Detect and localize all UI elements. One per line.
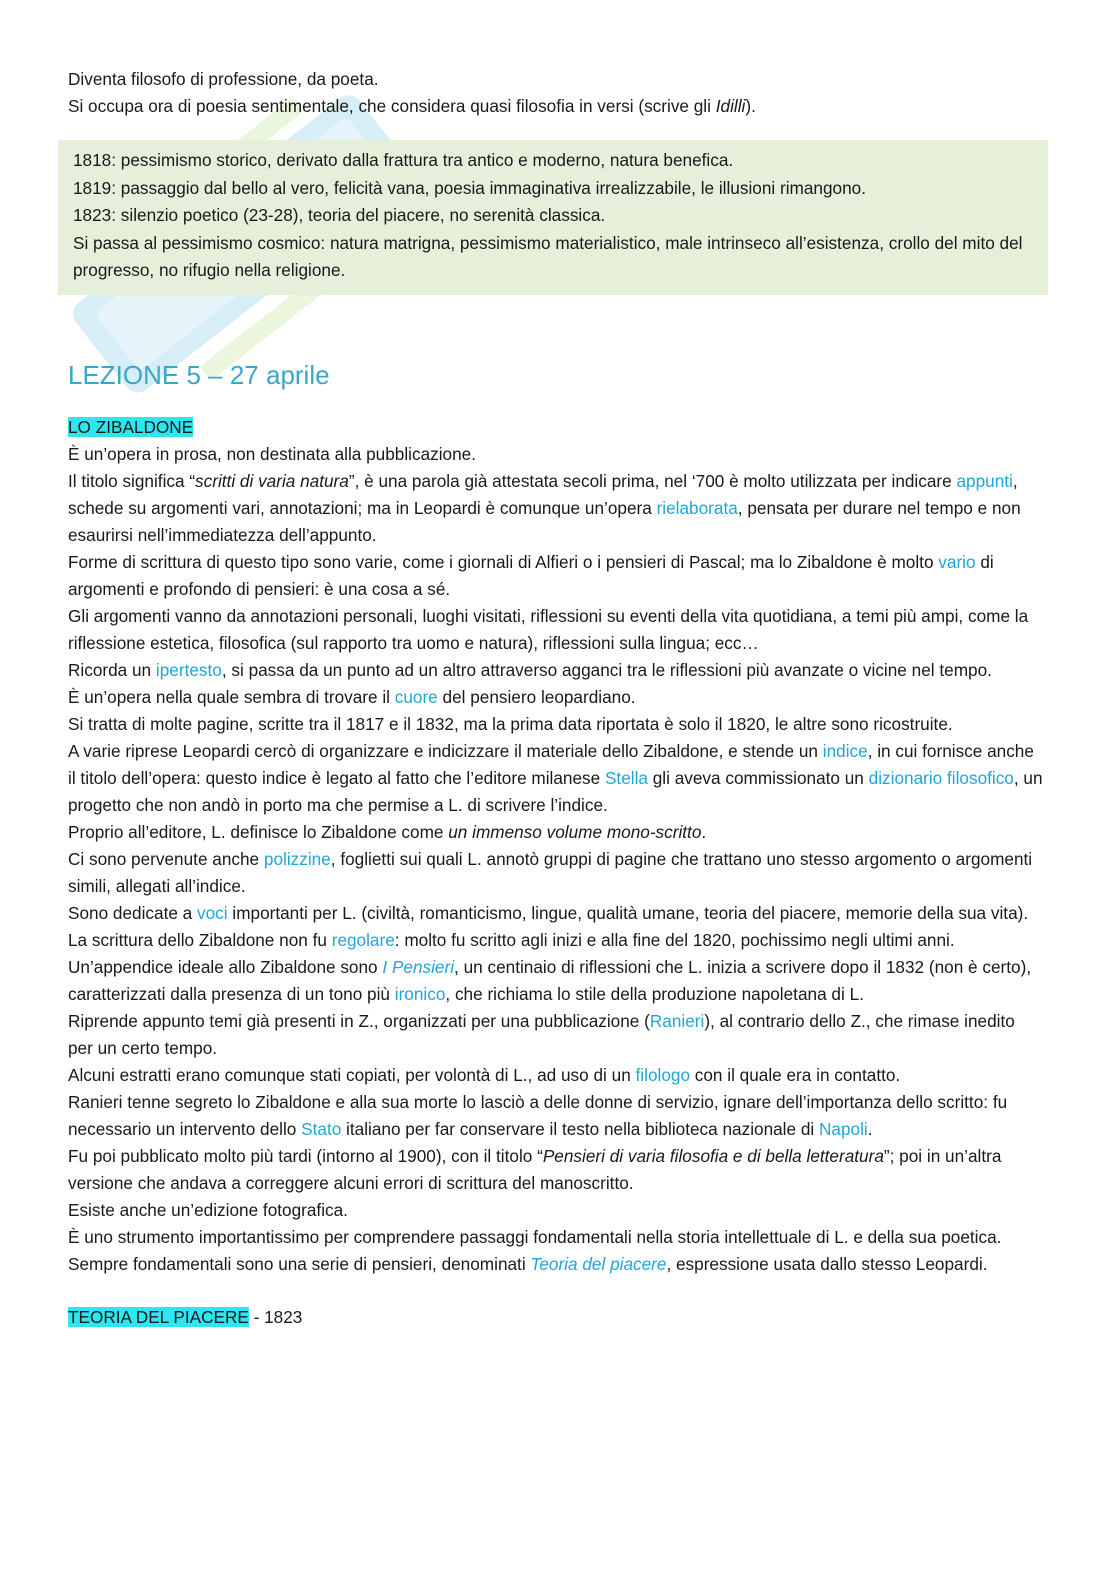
keyword: vario [938,551,976,572]
teoria-year: - 1823 [248,1306,303,1327]
intro-text: Si occupa ora di poesia sentimentale, che considera quasi filosofia in versi (scrive gli [68,96,716,116]
paragraph: Il titolo significa “scritti di varia natura”, è una parola già attestata secoli prima, nel ‘700 è molto utilizzata per indicare appunti, schede su argomenti vari, annotazioni; ma in Leopardi è comunque un’opera rielaborata, pensata per durare nel tempo e non esaurirsi nell’immediatezza dell’appunto. [68,470,1021,545]
paragraph: Un’appendice ideale allo Zibaldone sono I Pensieri, un centinaio di riflessioni che L. inizia a scrivere dopo il 1832 (non è certo), caratterizzati dalla presenza di un tono più ironico, che richiama lo stile della produzione napoletana di L. [68,956,1032,1004]
box-line-1818: 1818: pessimismo storico, derivato dalla frattura tra antico e moderno, natura benefica. [73,150,734,170]
paragraph: È uno strumento importantissimo per comprendere passaggi fondamentali nella storia intellettuale di L. e della sua poetica. [68,1226,1002,1247]
italic-term: un immenso volume mono-scritto [448,821,702,842]
keyword: appunti [956,470,1013,491]
paragraph: Esiste anche un’edizione fotografica. [68,1199,348,1220]
intro-end: ). [745,96,756,116]
keyword: rielaborata [656,497,738,518]
keyword: Napoli [819,1118,868,1139]
italic-term: Pensieri di varia filosofia e di bella letteratura [542,1145,884,1166]
keyword: polizzine [263,848,331,869]
paragraph: A varie riprese Leopardi cercò di organizzare e indicizzare il materiale dello Zibaldone, e stende un indice, in cui fornisce anche il titolo dell’opera: questo indice è legato al fatto che l’editore milanese Stella gli aveva commissionato un dizionario filosofico, un progetto che non andò in porto ma che permise a L. di scrivere l’indice. [68,740,1043,815]
paragraph: Sempre fondamentali sono una serie di pensieri, denominati Teoria del piacere, espressione usata dallo stesso Leopardi. [68,1253,988,1274]
paragraph: Sono dedicate a voci importanti per L. (civiltà, romanticismo, lingue, qualità umane, teoria del piacere, memorie della sua vita). [68,902,1029,923]
paragraph: È un’opera nella quale sembra di trovare il cuore del pensiero leopardiano. [68,686,636,707]
paragraph: La scrittura dello Zibaldone non fu regolare: molto fu scritto agli inizi e alla fine del 1820, pochissimo negli ultimi anni. [68,929,955,950]
keyword: Stella [604,767,648,788]
keyword: indice [822,740,868,761]
paragraph: Proprio all’editore, L. definisce lo Zibaldone come un immenso volume mono-scritto. [68,821,707,842]
paragraph: Ricorda un ipertesto, si passa da un punto ad un altro attraverso agganci tra le riflessioni più avanzate o vicine nel tempo. [68,659,992,680]
keyword-italic: Teoria del piacere [530,1253,667,1274]
keyword: dizionario filosofico [868,767,1014,788]
keyword: ironico [394,983,446,1004]
pessimism-summary-box [58,140,1048,295]
keyword: regolare [331,929,395,950]
keyword-italic: I Pensieri [382,956,455,977]
section-heading [68,414,1043,441]
paragraph: Fu poi pubblicato molto più tardi (intorno al 1900), con il titolo “Pensieri di varia filosofia e di bella letteratura”; poi in un’altra versione che andava a correggere alcuni errori di scrittura del manoscritto. [68,1145,1002,1193]
box-line-1823: 1823: silenzio poetico (23-28), teoria del piacere, no serenità classica. [73,205,606,225]
keyword: ipertesto [155,659,222,680]
idilli-title: Idilli [715,96,746,116]
box-line-1819: 1819: passaggio dal bello al vero, felicità vana, poesia immaginativa irrealizzabile, le illusioni rimangono. [73,177,866,198]
intro-line-2 [68,93,1043,120]
paragraph: Forme di scrittura di questo tipo sono varie, come i giornali di Alfieri o i pensieri di Pascal; ma lo Zibaldone è molto vario di argomenti e profondo di pensieri: è una cosa a sé. [68,551,994,599]
teoria-highlight: TEORIA DEL PIACERE [68,1306,249,1327]
keyword: filologo [635,1064,690,1085]
paragraph: Gli argomenti vanno da annotazioni personali, luoghi visitati, riflessioni su eventi della vita quotidiana, a temi più ampi, come la riflessione estetica, filosofica (sul rapporto tra uomo e natura), riflessioni sulla lingua; ecc… [68,605,1029,653]
intro-block [68,66,1043,120]
intro-line-1: Diventa filosofo di professione, da poeta. [68,69,379,89]
paragraph: Ranieri tenne segreto lo Zibaldone e alla sua morte lo lasciò a delle donne di servizio, ignare dell’importanza dello scritto: fu necessario un intervento dello Stato italiano per far conservare il testo nella biblioteca nazionale di Napoli. [68,1091,1008,1139]
keyword: Stato [301,1118,342,1139]
keyword: cuore [394,686,438,707]
next-section-heading [68,1304,1043,1331]
paragraph: È un’opera in prosa, non destinata alla pubblicazione. [68,443,477,464]
paragraph: Alcuni estratti erano comunque stati copiati, per volontà di L., ad uso di un filologo con il quale era in contatto. [68,1064,901,1085]
paragraph: Ci sono pervenute anche polizzine, foglietti sui quali L. annotò gruppi di pagine che trattano uno stesso argomento o argomenti simili, allegati all’indice. [68,848,1033,896]
paragraph: Riprende appunto temi già presenti in Z., organizzati per una pubblicazione (Ranieri), al contrario dello Z., che rimase inedito per un certo tempo. [68,1010,1015,1058]
lesson-heading: LEZIONE 5 – 27 aprile [68,359,330,390]
paragraph: Si tratta di molte pagine, scritte tra il 1817 e il 1832, ma la prima data riportata è solo il 1820, le altre sono ricostruite. [68,713,953,734]
box-line-cosmic: Si passa al pessimismo cosmico: natura matrigna, pessimismo materialistico, male intrinseco all’esistenza, crollo del mito del progresso, no rifugio nella religione. [73,232,1023,280]
keyword: voci [197,902,228,923]
zibaldone-body [68,441,1043,1278]
keyword: Ranieri [649,1010,705,1031]
zibaldone-highlight: LO ZIBALDONE [68,416,194,437]
document-page [68,66,1043,1331]
italic-term: scritti di varia natura [195,470,349,491]
